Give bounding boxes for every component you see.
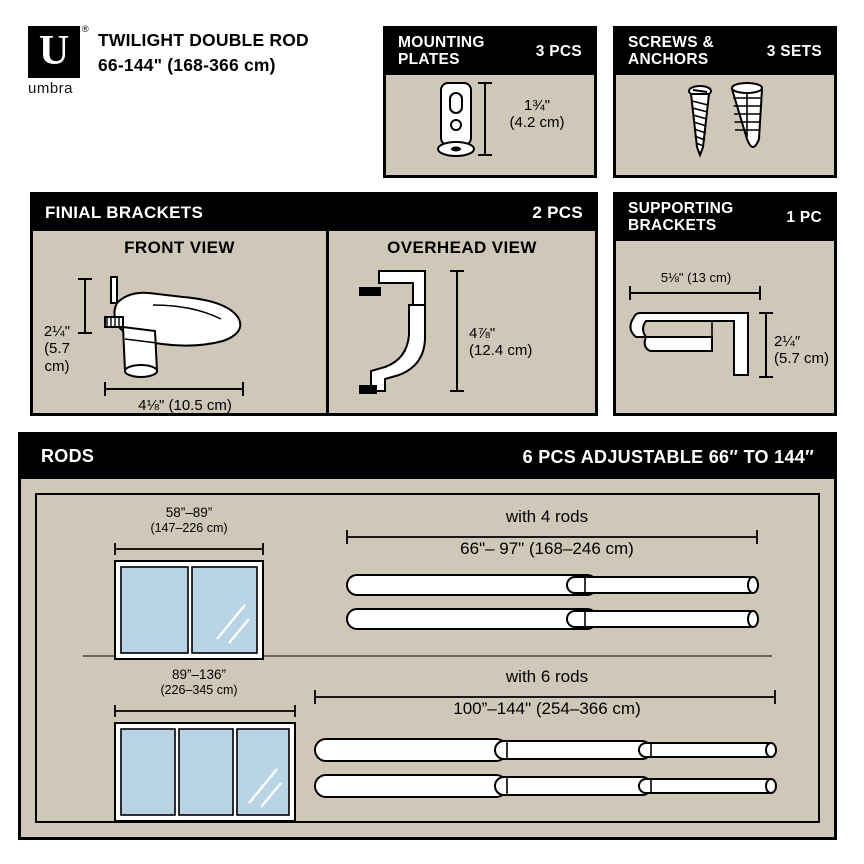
finial-front-width-label: 4⅛" (10.5 cm) <box>138 397 232 414</box>
screws-anchors-body <box>616 75 834 175</box>
finial-front-height-in: 2¼" <box>43 323 71 340</box>
rods-config-6 <box>37 659 818 823</box>
rods-config-6-span: 100”–144" (254–366 cm) <box>453 699 641 718</box>
window-width-in-1: 58”–89” <box>165 505 213 520</box>
panel-rods <box>18 432 837 840</box>
supporting-bracket-height-cm: (5.7 cm) <box>774 350 830 368</box>
window-width-label-2 <box>99 667 299 697</box>
panel-screws-anchors <box>613 26 837 178</box>
finial-brackets-title: FINIAL BRACKETS <box>45 202 204 222</box>
rods-inner-frame <box>35 493 820 823</box>
rods-4-illustration <box>317 529 787 629</box>
finial-front-view <box>33 231 326 413</box>
rods-title: RODS <box>41 446 95 467</box>
rods-6-illustration <box>299 689 799 799</box>
finial-overhead-depth-label <box>469 325 579 360</box>
supporting-bracket-height-in: 2¼″ <box>774 333 801 350</box>
screws-anchors-title <box>628 35 714 68</box>
screws-anchors-qty: 3 SETS <box>766 43 822 60</box>
rods-config-4-label: with 4 rods <box>505 507 589 526</box>
screws-anchors-title-line1: SCREWS & <box>628 34 714 52</box>
screw-icon <box>689 86 711 155</box>
mounting-plates-qty: 3 PCS <box>535 43 582 60</box>
mounting-plates-title: MOUNTING PLATES <box>398 34 485 68</box>
logo-letter: U <box>38 28 70 74</box>
mounting-plate-dim-cm: (4.2 cm) <box>509 114 565 132</box>
rods-config-4-span: 66"– 97" (168–246 cm) <box>460 539 634 558</box>
finial-front-height-cm: (5.7 cm) <box>44 340 70 375</box>
page-title-line2: 66-144" (168-366 cm) <box>98 55 276 76</box>
window-illustration-2-pane <box>99 543 329 673</box>
wall-anchor-icon <box>732 83 762 147</box>
finial-brackets-qty: 2 PCS <box>532 203 583 222</box>
finial-front-height-label <box>31 323 83 375</box>
finial-overhead-depth-in: 4⅞" <box>469 325 496 342</box>
panel-supporting-brackets <box>613 192 837 416</box>
rods-config-6-label: with 6 rods <box>505 667 589 686</box>
finial-brackets-header <box>33 195 595 231</box>
supporting-brackets-title <box>628 201 733 234</box>
supporting-bracket-width-label: 5⅛" (13 cm) <box>660 270 732 285</box>
window-width-in-2: 89”–136” <box>171 667 227 682</box>
finial-overhead-view-label: OVERHEAD VIEW <box>387 238 537 257</box>
panel-finial-brackets <box>30 192 598 416</box>
page-title-line1: TWILIGHT DOUBLE ROD <box>98 30 309 50</box>
rods-header <box>21 435 834 479</box>
screws-anchors-title-line2: ANCHORS <box>628 51 709 68</box>
window-width-cm-2: (226–345 cm) <box>160 682 238 697</box>
supporting-brackets-title-line2: BRACKETS <box>628 217 717 234</box>
supporting-bracket-height-label <box>774 333 834 368</box>
screw-and-anchor-illustration <box>616 75 834 175</box>
page-title <box>98 28 368 79</box>
supporting-brackets-title-line1: SUPPORTING <box>628 200 734 218</box>
registered-trademark-icon: ® <box>82 24 89 34</box>
screws-anchors-header <box>616 29 834 75</box>
finial-brackets-body <box>33 231 595 413</box>
rods-body <box>21 479 834 837</box>
supporting-brackets-header <box>616 195 834 241</box>
panel-mounting-plates <box>383 26 597 178</box>
window-width-label-1 <box>99 505 279 535</box>
rods-config-4 <box>37 495 818 655</box>
finial-overhead-view <box>329 231 595 413</box>
mounting-plates-body <box>386 75 594 175</box>
rods-qty: 6 PCS ADJUSTABLE 66″ TO 144″ <box>522 446 814 467</box>
mounting-plate-dim-inches: 1¾" <box>523 97 551 114</box>
finial-overhead-depth-cm: (12.4 cm) <box>469 342 533 360</box>
mounting-plates-header <box>386 29 594 75</box>
umbra-logo-mark <box>28 26 80 78</box>
finial-front-view-label: FRONT VIEW <box>124 238 235 257</box>
supporting-brackets-qty: 1 PC <box>786 209 822 226</box>
window-width-cm-1: (147–226 cm) <box>150 520 228 535</box>
mounting-plate-dimension <box>494 97 580 132</box>
supporting-brackets-body <box>616 241 834 413</box>
umbra-wordmark: umbra <box>28 80 74 97</box>
